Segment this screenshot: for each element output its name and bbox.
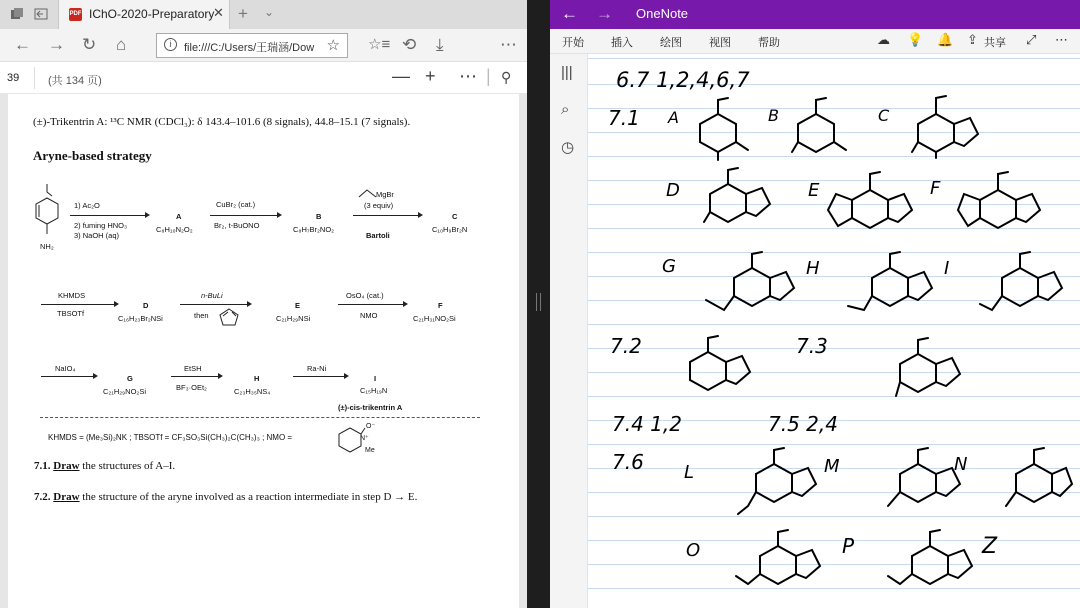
compound-i-label: I <box>374 374 377 383</box>
sketch-7-3 <box>896 338 960 396</box>
note-7-2: 7.2 <box>610 334 642 358</box>
q71-text: the structures of A–I. <box>79 460 176 472</box>
tab-help[interactable]: 帮助 <box>758 37 780 49</box>
compound-h-formula: C₂₃H₃₅NS₄ <box>234 387 271 396</box>
label-m: M <box>824 456 840 477</box>
reaction-arrow <box>210 215 280 216</box>
compound-d-formula: C₁₆H₂₃Br₂NSi <box>118 314 163 323</box>
more-icon[interactable]: ⋯ <box>1055 32 1068 47</box>
edge-window <box>0 0 527 608</box>
cond-1: 1) Ac₂O <box>74 201 100 210</box>
new-tab-icon[interactable]: + <box>238 4 248 23</box>
label-i: I <box>944 258 950 279</box>
favorite-star-icon[interactable]: ☆ <box>326 37 340 54</box>
reaction-arrow <box>70 215 148 216</box>
sketch-p <box>888 530 972 584</box>
question-7-2 <box>34 491 417 503</box>
cond-de-top: n-BuLi <box>201 291 223 300</box>
dashed-divider <box>40 417 480 418</box>
compound-h-label: H <box>254 374 260 383</box>
sketch-m <box>888 448 960 506</box>
reaction-arrow <box>180 304 250 305</box>
onenote-window <box>550 0 1080 608</box>
compound-a-formula: C₈H₁₀N₂O₂ <box>156 225 193 234</box>
home-icon[interactable]: ⌂ <box>116 35 127 54</box>
sync-icon[interactable]: ☁ <box>877 32 890 47</box>
tab-home[interactable]: 开始 <box>562 37 584 49</box>
tab-title: IChO-2020-Preparatory <box>89 7 215 21</box>
label-d: D <box>666 180 680 201</box>
label-p: P <box>842 534 855 558</box>
compound-a-label: A <box>176 212 182 221</box>
notebooks-icon[interactable]: ||| <box>561 64 573 81</box>
note-7-5: 7.5 2,4 <box>768 412 838 436</box>
edge-tab-strip <box>0 0 527 29</box>
back-icon[interactable]: ← <box>14 35 31 54</box>
label-o: O <box>686 540 701 561</box>
share-icon[interactable]: ⇪ <box>967 32 978 47</box>
compound-i-formula: C₁₅H₁₉N <box>360 386 388 395</box>
bell-icon[interactable]: 🔔 <box>937 32 954 47</box>
tab-view[interactable]: 视图 <box>709 37 731 49</box>
pdf-page <box>8 94 519 608</box>
onenote-title-bar <box>550 0 1080 29</box>
note-7-1: 7.1 <box>608 106 640 130</box>
reaction-arrow <box>41 304 117 305</box>
sketch-g <box>706 252 794 310</box>
q72-number: 7.2. <box>34 491 51 503</box>
sketch-l <box>738 448 816 514</box>
reaction-arrow <box>41 376 96 377</box>
info-icon[interactable]: i <box>164 38 177 51</box>
expand-icon[interactable]: ⤢ <box>1026 32 1037 47</box>
q71-draw: Draw <box>53 460 80 472</box>
q72-draw: Draw <box>53 491 80 503</box>
note-7-4: 7.4 1,2 <box>612 412 682 436</box>
separator: | <box>486 66 491 86</box>
compound-f-label: F <box>438 301 443 310</box>
label-z: Z <box>982 534 998 559</box>
question-7-1 <box>34 460 175 472</box>
compound-b-formula: C₈H₇Br₂NO₂ <box>293 225 335 234</box>
sketch-h <box>848 252 932 310</box>
forward-icon[interactable]: → <box>48 35 65 54</box>
product-name: (±)-cis-trikentrin A <box>338 403 403 412</box>
cond-cd-bottom: TBSOTf <box>57 309 85 318</box>
cond-bc-bottom: Bartoli <box>366 231 390 240</box>
app-title: OneNote <box>636 6 689 21</box>
label-g: G <box>662 256 676 277</box>
address-text[interactable]: file:///C:/Users/王瑞涵/Dow <box>184 42 315 54</box>
search-icon[interactable]: ⌕ <box>561 101 570 118</box>
nmo-me: Me <box>365 447 375 454</box>
download-icon[interactable]: ⤓ <box>436 35 444 54</box>
zoom-in-icon[interactable]: + <box>425 66 436 86</box>
sketch-o <box>736 530 820 584</box>
cond-hi: Ra-Ni <box>307 364 327 373</box>
note-6-7: 6.7 1,2,4,6,7 <box>616 68 750 92</box>
compound-g-label: G <box>127 374 133 383</box>
history-icon[interactable]: ⟲ <box>402 35 417 54</box>
ribbon-tabs <box>550 29 1080 54</box>
close-icon[interactable]: ✕ <box>213 5 224 20</box>
sketch-d <box>704 168 770 222</box>
compound-b-label: B <box>316 212 322 221</box>
nmo-n: N⁺ <box>360 435 369 442</box>
cyclopentadiene-structure <box>218 307 240 327</box>
reaction-arrow <box>353 215 421 216</box>
vinyl-structure <box>358 188 378 198</box>
page-number-input[interactable]: 39 <box>7 67 35 89</box>
cond-bc-top-2: (3 equiv) <box>364 201 394 210</box>
forward-icon[interactable]: → <box>596 4 613 23</box>
trikentrin-nmr-line: (±)-Trikentrin A: ¹³C NMR (CDCl₃): δ 143.4–101.6 (8 signals), 44.8–15.1 (7 signals). <box>33 116 411 128</box>
cond-ab-top: CuBr₂ (cat.) <box>216 200 256 209</box>
cond-ef-bottom: NMO <box>360 311 378 320</box>
label-b: B <box>768 106 779 125</box>
cond-ab-bottom: Br₂, t-BuONO <box>214 221 260 230</box>
compound-f-formula: C₂₁H₃₁NO₂Si <box>413 314 456 323</box>
favorites-icon[interactable]: ☆≡ <box>368 36 391 53</box>
label-n: N <box>954 454 968 475</box>
compound-d-label: D <box>143 301 149 310</box>
starting-material-structure <box>32 182 62 250</box>
cond-fg: NaIO₄ <box>55 364 76 373</box>
share-button[interactable]: 共享 <box>984 37 1006 49</box>
tab-draw[interactable]: 绘图 <box>660 37 682 49</box>
chevron-down-icon[interactable]: ⌄ <box>264 5 275 19</box>
cond-gh-top: EtSH <box>184 364 202 373</box>
compound-g-formula: C₂₁H₂₉NO₂Si <box>103 387 146 396</box>
sketch-n <box>1006 448 1072 506</box>
nmo-o: O⁻ <box>366 423 376 430</box>
label-e: E <box>808 180 820 201</box>
cond-2: 2) fuming HNO₃ <box>74 221 128 230</box>
label-f: F <box>930 178 941 199</box>
more-icon[interactable]: ⋯ <box>459 66 477 86</box>
compound-e-formula: C₂₁H₂₉NSi <box>276 314 311 323</box>
divider-grip[interactable] <box>536 293 541 311</box>
pdf-toolbar <box>0 62 527 94</box>
sm-amine-label: NH₂ <box>40 242 54 251</box>
lightbulb-icon[interactable]: 💡 <box>907 32 924 47</box>
compound-c-formula: C₁₀H₉Br₂N <box>432 225 468 234</box>
address-bar[interactable] <box>156 33 348 58</box>
back-icon[interactable]: ← <box>561 4 578 23</box>
label-h: H <box>806 258 820 279</box>
cond-de-bottom: then <box>194 311 209 320</box>
reaction-arrow <box>293 376 347 377</box>
label-c: C <box>878 106 890 125</box>
tabs-aside-icon[interactable] <box>10 7 24 21</box>
sketch-e <box>828 172 912 228</box>
sketch-7-2 <box>690 336 750 390</box>
sketch-i <box>980 252 1062 310</box>
note-7-6: 7.6 <box>612 450 644 474</box>
compound-c-label: C <box>452 212 458 221</box>
cond-cd-top: KHMDS <box>58 291 86 300</box>
pdf-file-icon: PDF <box>69 8 82 21</box>
note-7-3: 7.3 <box>796 334 828 358</box>
pin-icon[interactable]: ⚲ <box>501 69 512 85</box>
navigation-rail <box>550 54 588 608</box>
page-total: (共 134 页) <box>48 75 102 87</box>
tab-active[interactable] <box>58 0 230 29</box>
reaction-arrow <box>171 376 221 377</box>
sketch-c <box>912 96 978 158</box>
more-icon[interactable]: ⋯ <box>500 35 517 54</box>
cond-bc-top-1: MgBr <box>376 190 394 199</box>
refresh-icon[interactable]: ↻ <box>82 35 97 54</box>
abbreviations: KHMDS = (Me₃Si)₂NK ; TBSOTf = CF₃SO₃Si(CH₃)₂C(CH₃)₃ ; NMO = <box>48 433 293 442</box>
cond-gh-bottom: BF₃·OEt₂ <box>176 383 207 392</box>
compound-e-label: E <box>295 301 301 310</box>
q72-text: the structure of the aryne involved as a reaction intermediate in step D → E. <box>79 491 418 503</box>
label-l: L <box>684 462 695 483</box>
edge-nav-bar <box>0 29 527 62</box>
sketch-b <box>792 98 846 152</box>
snap-divider[interactable] <box>527 0 550 608</box>
pdf-viewport[interactable] <box>0 94 527 608</box>
note-canvas[interactable] <box>588 54 1080 608</box>
zoom-out-icon[interactable]: — <box>392 66 410 86</box>
ink-sketches <box>588 54 1080 608</box>
cond-ef-top: OsO₄ (cat.) <box>346 291 384 300</box>
reaction-arrow <box>338 304 406 305</box>
recent-clock-icon[interactable]: ◷ <box>561 139 575 156</box>
sketch-a <box>700 98 748 160</box>
label-a: A <box>668 108 679 127</box>
sketch-f <box>958 172 1040 228</box>
q71-number: 7.1. <box>34 460 51 472</box>
section-heading: Aryne-based strategy <box>33 148 152 163</box>
cond-3: 3) NaOH (aq) <box>74 231 120 240</box>
restore-tabs-icon[interactable] <box>34 7 48 21</box>
tab-insert[interactable]: 插入 <box>611 37 633 49</box>
